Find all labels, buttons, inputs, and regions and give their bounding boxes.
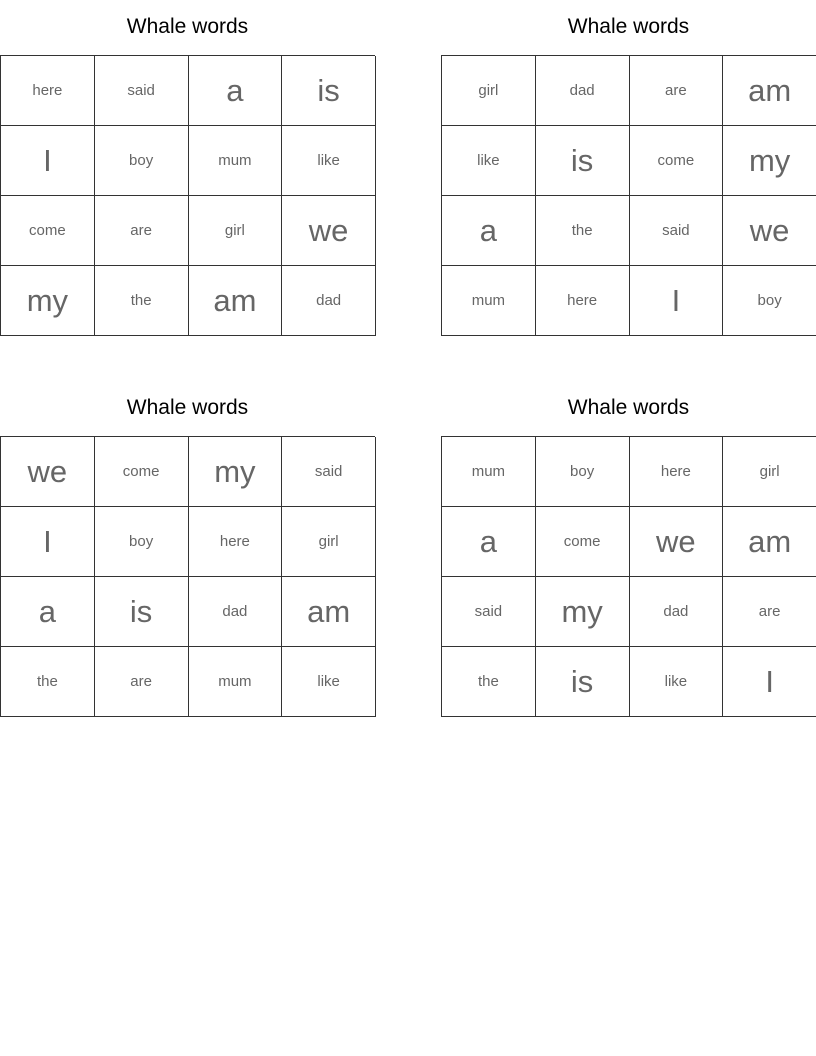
- card-title: Whale words: [126, 15, 249, 38]
- word-cell: am: [282, 577, 376, 647]
- bingo-card-4: [441, 381, 816, 717]
- word-cell: said: [282, 437, 376, 507]
- word-cell: here: [630, 437, 724, 507]
- word-cell: come: [536, 507, 630, 577]
- word-grid: [441, 55, 816, 336]
- word-cell: the: [95, 266, 189, 336]
- word-cell: are: [95, 647, 189, 717]
- word-cell: are: [630, 56, 724, 126]
- word-cell: dad: [536, 56, 630, 126]
- word-cell: dad: [630, 577, 724, 647]
- word-cell: boy: [95, 507, 189, 577]
- word-cell: said: [630, 196, 724, 266]
- word-cell: I: [1, 126, 95, 196]
- word-cell: mum: [189, 647, 283, 717]
- word-cell: we: [282, 196, 376, 266]
- word-cell: a: [189, 56, 283, 126]
- word-cell: like: [442, 126, 536, 196]
- word-cell: the: [1, 647, 95, 717]
- word-cell: boy: [536, 437, 630, 507]
- card-title: Whale words: [126, 396, 249, 419]
- word-cell: is: [536, 647, 630, 717]
- word-grid: [0, 436, 375, 717]
- word-grid: [0, 55, 375, 336]
- word-cell: my: [536, 577, 630, 647]
- word-cell: is: [536, 126, 630, 196]
- word-cell: my: [189, 437, 283, 507]
- word-cell: my: [723, 126, 816, 196]
- word-cell: girl: [189, 196, 283, 266]
- bingo-card-1: [0, 0, 375, 336]
- word-cell: is: [95, 577, 189, 647]
- word-cell: we: [1, 437, 95, 507]
- bingo-card-2: [441, 0, 816, 336]
- word-cell: like: [282, 647, 376, 717]
- card-title: Whale words: [567, 396, 690, 419]
- word-cell: come: [630, 126, 724, 196]
- word-cell: I: [1, 507, 95, 577]
- word-cell: here: [536, 266, 630, 336]
- word-cell: a: [442, 507, 536, 577]
- word-cell: like: [630, 647, 724, 717]
- word-cell: I: [723, 647, 816, 717]
- word-cell: my: [1, 266, 95, 336]
- word-cell: are: [95, 196, 189, 266]
- word-cell: a: [1, 577, 95, 647]
- word-cell: come: [95, 437, 189, 507]
- word-cell: we: [723, 196, 816, 266]
- word-cell: am: [723, 56, 816, 126]
- word-cell: girl: [442, 56, 536, 126]
- word-cell: mum: [189, 126, 283, 196]
- word-cell: the: [536, 196, 630, 266]
- bingo-card-3: [0, 381, 375, 717]
- word-cell: said: [442, 577, 536, 647]
- word-cell: come: [1, 196, 95, 266]
- word-cell: a: [442, 196, 536, 266]
- word-cell: like: [282, 126, 376, 196]
- word-cell: here: [1, 56, 95, 126]
- card-title: Whale words: [567, 15, 690, 38]
- word-cell: here: [189, 507, 283, 577]
- word-cell: we: [630, 507, 724, 577]
- word-cell: dad: [189, 577, 283, 647]
- word-cell: are: [723, 577, 816, 647]
- word-cell: am: [189, 266, 283, 336]
- word-cell: the: [442, 647, 536, 717]
- word-cell: boy: [723, 266, 816, 336]
- word-cell: boy: [95, 126, 189, 196]
- word-cell: girl: [723, 437, 816, 507]
- word-cell: I: [630, 266, 724, 336]
- word-cell: dad: [282, 266, 376, 336]
- word-cell: am: [723, 507, 816, 577]
- word-cell: is: [282, 56, 376, 126]
- word-cell: girl: [282, 507, 376, 577]
- word-cell: said: [95, 56, 189, 126]
- word-cell: mum: [442, 266, 536, 336]
- word-cell: mum: [442, 437, 536, 507]
- word-grid: [441, 436, 816, 717]
